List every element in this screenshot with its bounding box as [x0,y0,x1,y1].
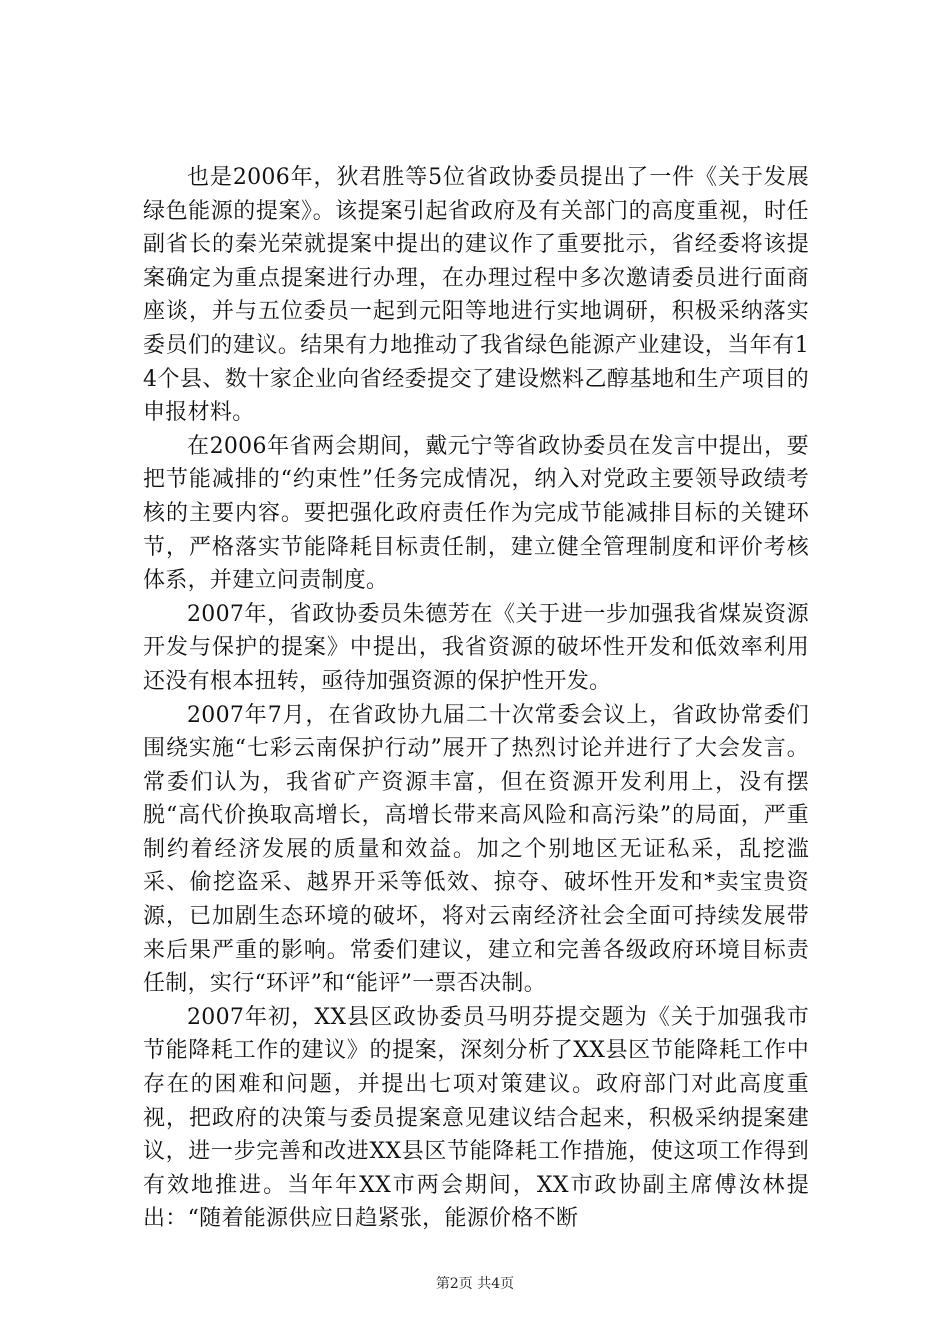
paragraph-5: 2007年初，XX县区政协委员马明芬提交题为《关于加强我市节能降耗工作的建议》的提案，深刻分析了XX县区节能降耗工作中存在的困难和问题，并提出七项对策建议。政府部门对此高度重视，把政府的决策与委员提案意见建议结合起来，积极采纳提案建议，进一步完善和改进XX县区节能降耗工作措施，使这项工作得到有效地推进。当年年XX市两会期间，XX市政协副主席傅汝林提出：“随着能源供应日趋紧张，能源价格不断 [143,1004,809,1232]
paragraph-1: 也是2006年，狄君胜等5位省政协委员提出了一件《关于发展绿色能源的提案》。该提案引起省政府及有关部门的高度重视，时任副省长的秦光荣就提案中提出的建议作了重要批示，省经委将该提案确定为重点提案进行办理，在办理过程中多次邀请委员进行面商座谈，并与五位委员一起到元阳等地进行实地调研，积极采纳落实委员们的建议。结果有力地推动了我省绿色能源产业建设，当年有14个县、数十家企业向省经委提交了建设燃料乙醇基地和生产项目的申报材料。 [143,165,809,426]
paragraph-2: 在2006年省两会期间，戴元宁等省政协委员在发言中提出，要把节能减排的“约束性”任务完成情况，纳入对党政主要领导政绩考核的主要内容。要把强化政府责任作为完成节能减排目标的关键环节，严格落实节能降耗目标责任制，建立健全管理制度和评价考核体系，并建立问责制度。 [143,433,809,594]
page-footer: 第2页 共4页 [435,1276,515,1292]
paragraph-4: 2007年7月，在省政协九届二十次常委会议上，省政协常委们围绕实施“七彩云南保护行动”展开了热烈讨论并进行了大会发言。常委们认为，我省矿产资源丰富，但在资源开发利用上，没有摆脱“高代价换取高增长，高增长带来高风险和高污染”的局面，严重制约着经济发展的质量和效益。加之个别地区无证私采，乱挖滥采、偷挖盗采、越界开采等低效、掠夺、破坏性开发和*卖宝贵资源，已加剧生态环境的破坏，将对云南经济社会全面可持续发展带来后果严重的影响。常委们建议，建立和完善各级政府环境目标责任制，实行“环评”和“能评”一票否决制。 [143,702,809,997]
paragraph-3: 2007年，省政协委员朱德芳在《关于进一步加强我省煤炭资源开发与保护的提案》中提出，我省资源的破坏性开发和低效率利用还没有根本扭转，亟待加强资源的保护性开发。 [143,601,809,694]
body-text [143,161,809,1236]
